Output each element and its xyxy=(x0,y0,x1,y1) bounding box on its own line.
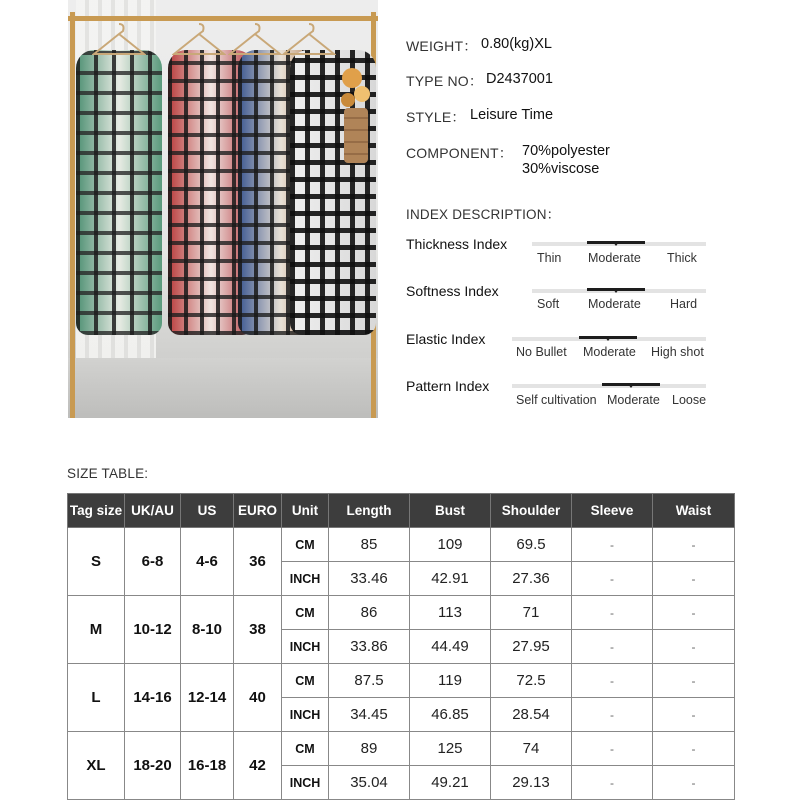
header-tag-size: Tag size xyxy=(68,494,125,528)
unit-cell: CM xyxy=(282,596,329,630)
thickness-index-marker xyxy=(613,242,619,246)
elastic-index-scale xyxy=(512,337,706,341)
tag-size-cell: M xyxy=(68,596,125,664)
length-cell: 86 xyxy=(329,596,410,630)
euro-cell: 40 xyxy=(234,664,282,732)
uk-au-cell: 6-8 xyxy=(125,528,181,596)
product-photo xyxy=(68,0,378,418)
header-length: Length xyxy=(329,494,410,528)
spec-weight xyxy=(406,36,552,56)
hanger-icon xyxy=(228,22,282,56)
sleeve-cell: - xyxy=(572,664,653,698)
elastic-index-label: Elastic Index xyxy=(406,331,486,347)
softness-option-moderate: Moderate xyxy=(588,297,641,311)
header-waist: Waist xyxy=(653,494,735,528)
clothing-rack-post-left xyxy=(70,12,75,418)
shoulder-cell: 27.36 xyxy=(491,562,572,596)
length-cell: 87.5 xyxy=(329,664,410,698)
uk-au-cell: 18-20 xyxy=(125,732,181,800)
table-row xyxy=(68,664,735,698)
sleeve-cell: - xyxy=(572,766,653,800)
bust-cell: 46.85 xyxy=(410,698,491,732)
hanger-icon xyxy=(172,22,226,56)
shoulder-cell: 27.95 xyxy=(491,630,572,664)
sleeve-cell: - xyxy=(572,732,653,766)
spec-weight-value: 0.80(kg)XL xyxy=(481,36,552,52)
euro-cell: 42 xyxy=(234,732,282,800)
header-euro: EURO xyxy=(234,494,282,528)
bust-cell: 125 xyxy=(410,732,491,766)
table-row xyxy=(68,732,735,766)
softness-index-scale xyxy=(532,289,706,293)
waist-cell: - xyxy=(653,698,735,732)
size-table xyxy=(67,493,735,800)
spec-component xyxy=(406,143,610,177)
softness-index-label: Softness Index xyxy=(406,283,499,299)
bust-cell: 119 xyxy=(410,664,491,698)
sleeve-cell: - xyxy=(572,528,653,562)
header-unit: Unit xyxy=(282,494,329,528)
pattern-index-marker xyxy=(628,384,634,388)
sleeve-cell: - xyxy=(572,596,653,630)
bust-cell: 109 xyxy=(410,528,491,562)
length-cell: 35.04 xyxy=(329,766,410,800)
shoulder-cell: 71 xyxy=(491,596,572,630)
spec-style-label: STYLE： xyxy=(406,109,466,125)
table-row xyxy=(68,596,735,630)
bust-cell: 49.21 xyxy=(410,766,491,800)
size-table-title: SIZE TABLE: xyxy=(67,466,149,481)
elastic-option-moderate: Moderate xyxy=(583,345,636,359)
header-us: US xyxy=(181,494,234,528)
waist-cell: - xyxy=(653,528,735,562)
unit-cell: INCH xyxy=(282,562,329,596)
length-cell: 33.86 xyxy=(329,630,410,664)
unit-cell: INCH xyxy=(282,766,329,800)
softness-option-soft: Soft xyxy=(537,297,560,311)
hanger-icon xyxy=(92,22,146,56)
thickness-option-moderate: Moderate xyxy=(588,251,641,265)
pattern-index-label: Pattern Index xyxy=(406,378,490,394)
spec-type-no-label: TYPE NO： xyxy=(406,73,484,89)
spec-component-label: COMPONENT： xyxy=(406,145,513,161)
shoulder-cell: 74 xyxy=(491,732,572,766)
tag-size-cell: L xyxy=(68,664,125,732)
header-sleeve: Sleeve xyxy=(572,494,653,528)
us-cell: 4-6 xyxy=(181,528,234,596)
waist-cell: - xyxy=(653,766,735,800)
uk-au-cell: 10-12 xyxy=(125,596,181,664)
waist-cell: - xyxy=(653,732,735,766)
pattern-option-moderate: Moderate xyxy=(607,393,660,407)
clothing-rack-bar xyxy=(68,16,378,21)
header-shoulder: Shoulder xyxy=(491,494,572,528)
spec-component-value-2: 30%viscose xyxy=(522,161,600,177)
waist-cell: - xyxy=(653,630,735,664)
pattern-option-loose: Loose xyxy=(672,393,707,407)
sleeve-cell: - xyxy=(572,630,653,664)
length-cell: 33.46 xyxy=(329,562,410,596)
hanger-icon xyxy=(282,22,336,56)
spec-weight-label: WEIGHT： xyxy=(406,38,478,54)
pattern-index-scale xyxy=(512,384,706,388)
length-cell: 85 xyxy=(329,528,410,562)
header-uk-au: UK/AU xyxy=(125,494,181,528)
unit-cell: INCH xyxy=(282,698,329,732)
spec-type-no-value: D2437001 xyxy=(486,71,553,87)
spec-type-no xyxy=(406,71,553,91)
waist-cell: - xyxy=(653,562,735,596)
shoulder-cell: 69.5 xyxy=(491,528,572,562)
shoulder-cell: 72.5 xyxy=(491,664,572,698)
euro-cell: 38 xyxy=(234,596,282,664)
elastic-index-marker xyxy=(605,337,611,341)
spec-style-value: Leisure Time xyxy=(470,107,554,123)
unit-cell: INCH xyxy=(282,630,329,664)
length-cell: 34.45 xyxy=(329,698,410,732)
elastic-option-high-shot: High shot xyxy=(651,345,704,359)
flower-basket xyxy=(340,48,370,168)
euro-cell: 36 xyxy=(234,528,282,596)
index-description-title: INDEX DESCRIPTION： xyxy=(406,207,561,222)
pattern-option-self-cultivation: Self cultivation xyxy=(516,393,597,407)
us-cell: 8-10 xyxy=(181,596,234,664)
sleeve-cell: - xyxy=(572,698,653,732)
tag-size-cell: S xyxy=(68,528,125,596)
thickness-index-scale xyxy=(532,242,706,246)
unit-cell: CM xyxy=(282,664,329,698)
length-cell: 89 xyxy=(329,732,410,766)
softness-index-marker xyxy=(613,289,619,293)
sleeve-cell: - xyxy=(572,562,653,596)
softness-option-hard: Hard xyxy=(670,297,698,311)
unit-cell: CM xyxy=(282,528,329,562)
bust-cell: 113 xyxy=(410,596,491,630)
header-bust: Bust xyxy=(410,494,491,528)
thickness-option-thick: Thick xyxy=(667,251,697,265)
spec-style xyxy=(406,107,554,127)
size-table-header-row xyxy=(68,494,735,528)
plaid-coat-green xyxy=(76,50,162,335)
elastic-option-no-bullet: No Bullet xyxy=(516,345,567,359)
bust-cell: 42.91 xyxy=(410,562,491,596)
shoulder-cell: 29.13 xyxy=(491,766,572,800)
us-cell: 12-14 xyxy=(181,664,234,732)
shoulder-cell: 28.54 xyxy=(491,698,572,732)
thickness-index-label: Thickness Index xyxy=(406,236,508,252)
us-cell: 16-18 xyxy=(181,732,234,800)
uk-au-cell: 14-16 xyxy=(125,664,181,732)
waist-cell: - xyxy=(653,596,735,630)
unit-cell: CM xyxy=(282,732,329,766)
waist-cell: - xyxy=(653,664,735,698)
tag-size-cell: XL xyxy=(68,732,125,800)
spec-component-value-1: 70%polyester xyxy=(522,143,610,159)
bust-cell: 44.49 xyxy=(410,630,491,664)
floor xyxy=(68,358,378,418)
table-row xyxy=(68,528,735,562)
thickness-option-thin: Thin xyxy=(537,251,562,265)
